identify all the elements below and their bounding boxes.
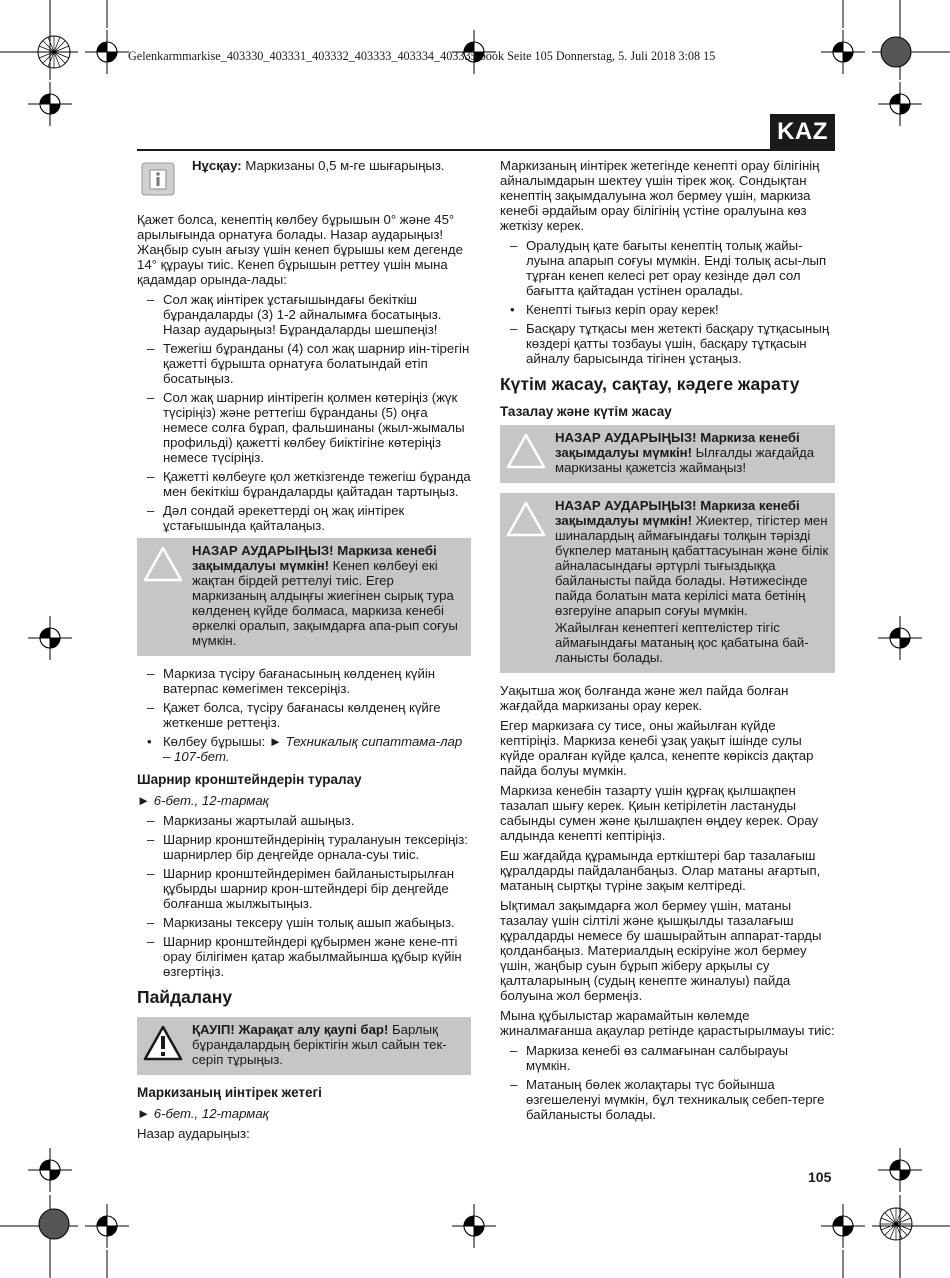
paragraph: Еш жағдайда құрамында ерткіштері бар тазалағыш құралдарды пайдаланбаңыз. Олар матаны ағартып, матаның сыртқы түріне зақым келтіреді. [500, 848, 821, 893]
warning-triangle-icon [506, 501, 546, 537]
note-block [137, 158, 471, 200]
list-item: – Маркиза түсіру бағанасының көлденең күйін ватерпас көмегімен тексеріңіз. [147, 666, 436, 696]
header-rule [137, 149, 835, 151]
steps-list [137, 292, 471, 533]
info-icon [141, 162, 175, 196]
paragraph: Қажет болса, кенептің көлбеу бұрышын 0° және 45° арылығында орнатуға болады. Назар аударыңыз! Жаңбыр суын ағызу үшін кенеп бұрышы кем дегенде 14° құрауы тиіс. Кенеп бұрышын реттеу үшін мына қадамдар орында-лады: [137, 212, 463, 287]
list-item: – Маркизаны тексеру үшін толық ашып жабыңыз. [147, 915, 455, 930]
paragraph: Маркизаның иінтірек жетегінде кенепті орау білігінің айналымдарын шектеу үшін тірек жоқ. Сондықтан кенептің зақымдалуына жол бермеу үшін, маркиза кенебі әрдайым орау білігінің үстіне оралуына көз жеткізу керек. [500, 158, 820, 233]
paragraph: Назар аударыңыз: [137, 1126, 250, 1141]
list-item: – Шарнир кронштейндерінің туралануын тексеріңіз: шарнирлер бір деңгейде орнала-суы тиіс. [147, 832, 468, 862]
print-header: Gelenkarmmarkise_403330_403331_403332_403333_403334_403335.book Seite 105 Donnerstag, 5. Juli 2018 3:08 15 [128, 49, 716, 63]
steps-list [137, 666, 471, 764]
list-item: • Кенепті тығыз керіп орау керек! [510, 302, 719, 317]
list-item: – Сол жақ иінтірек ұстағышындағы бекіткіш бұрандаларды (3) 1-2 айналымға босатыңыз. Назар аударыңыз! Бұрандаларды шешпеңіз! [147, 292, 442, 337]
list-item: – Қажет болса, түсіру бағанасы көлденең күйге жеткенше реттеңіз. [147, 700, 441, 730]
danger-triangle-icon [143, 1025, 183, 1061]
note-text: Маркизаны 0,5 м-ге шығарыңыз. [241, 158, 445, 173]
warning-triangle-icon [143, 546, 183, 582]
list-item: – Маркиза кенебі өз салмағынан салбырауы мүмкін. [510, 1043, 789, 1073]
left-column [137, 158, 471, 1146]
section-heading: Маркизаның иінтірек жетегі [137, 1085, 322, 1100]
list-item: – Дәл сондай әрекеттерді оң жақ иінтірек ұстағышында қайталаңыз. [147, 503, 405, 533]
paragraph: Маркиза кенебін тазарту үшін құрғақ қылшақпен тазалап шығу керек. Қиын кетірілетін ластануды сабынды сумен және қылшақпен өңдеу керек. Орау алдында кенепті кептіріңіз. [500, 783, 819, 843]
steps-list [137, 813, 471, 979]
figure-reference: ► 6-бет., 12-тармақ [137, 793, 269, 808]
warning-box: НАЗАР АУДАРЫҢЫЗ! Маркиза кенебі зақымдалуы мүмкін! Жиектер, тігістер мен шиналардың аймағындағы толқын тәрізді бүкпелер матаның қабаттасуынан және білік айналасындағы әртүрлі тығыздыққа байланысты пайда болады. Нәтижесінде пайда болатын мата керілісі мата бетінің өзгеруіне апарып соғуы мүмкін. Жайылған кенептегі кептелістер тігіс аймағындағы матаның қос қабатына бай-ланысты болады. [500, 493, 835, 673]
warning-triangle-icon [506, 433, 546, 469]
paragraph: Егер маркизаға су тисе, оны жайылған күйде кептіріңіз. Маркиза кенебі ұзақ уақыт ішінде сулы күйде оралған күйде қалса, кенепте көріксіз дақтар пайда болуы мүмкін. [500, 718, 814, 778]
page-number: 105 [808, 1169, 832, 1185]
figure-reference: ► 6-бет., 12-тармақ [137, 1106, 269, 1121]
section-title: Күтім жасау, сақтау, кәдеге жарату [500, 374, 800, 394]
paragraph: Ықтимал зақымдарға жол бермеу үшін, матаны тазалау үшін сілтілі және қышқылды тазалағыш құралдарды немесе бу шашырайтын аппарат-тарды қолданбаңыз. Материалдың ескіруіне жол бермеу үшін, жаңбыр суын бұрып жіберу арқылы су қалталарының (судың кенепте жиналуы) пайда болуына жол бермеңіз. [500, 898, 822, 1003]
warning-box: НАЗАР АУДАРЫҢЫЗ! Маркиза кенебі зақымдалуы мүмкін! Кенеп көлбеуі екі жақтан бірдей реттелуі тиіс. Егер маркизаның алдыңғы жиегінен сырық тура көлденең күйде болмаса, маркиза кенебі әркелкі оралып, зақымдарға апа-рып соғуы мүмкін. [137, 538, 471, 656]
list-item: – Қажетті көлбеуге қол жеткізгенде тежегіш бұранда мен бекіткіш бұрандаларды қайтадан тартыңыз. [147, 469, 471, 499]
paragraph: Мына құбылыстар жарамайтын көлемде жиналмағанша ақаулар ретінде қарастырылмауы тиіс: [500, 1008, 835, 1038]
list-item: – Маркизаны жартылай ашыңыз. [147, 813, 355, 828]
language-tab: KAZ [770, 114, 835, 149]
note-label: Нұсқау: [192, 158, 242, 173]
list-item: – Шарнир кронштейндері құбырмен және кене-пті орау білігімен қатар жабылмайынша құбыр күйін өзгертіңіз. [147, 934, 462, 979]
list-item: – Оралудың қате бағыты кенептің толық жайы-луына апарып соғуы мүмкін. Енді толық асы-лып тұрған кенеп келесі рет орау кезінде дәл сол бағытта қайтадан үстінен оралады. [510, 238, 827, 298]
section-title: Пайдалану [137, 987, 233, 1007]
paragraph: Уақытша жоқ болғанда және жел пайда болған жағдайда маркизаны орау керек. [500, 683, 789, 713]
list-item: – Тежегіш бұранданы (4) сол жақ шарнир иін-тірегін қажетті бұрышта орнатуға болатындай етіп босатыңыз. [147, 341, 470, 386]
list-item: – Матаның бөлек жолақтары түс бойынша өзгешеленуі мүмкін, бұл техникалық себеп-терге байланысты болады. [510, 1077, 825, 1122]
steps-list [500, 238, 835, 366]
list-item: – Басқару тұтқасы мен жетекті басқару тұтқасының көздері қатты тозбауы үшін, басқару тұтқасын айналу барысында тігінен ұстаңыз. [510, 321, 830, 366]
steps-list [500, 1043, 835, 1122]
section-heading: Тазалау және күтім жасау [500, 404, 672, 419]
list-item: – Шарнир кронштейндерімен байланыстырылған құбырды шарнир крон-штейндері бір деңгейде болғанша жылжытыңыз. [147, 866, 455, 911]
warning-box: НАЗАР АУДАРЫҢЫЗ! Маркиза кенебі зақымдалуы мүмкін! Ылғалды жағдайда маркизаны қажетсіз жаймаңыз! [500, 425, 835, 483]
list-item: • Көлбеу бұрышы: ► Техникалық сипаттама-лар – 107-бет. [147, 734, 463, 764]
right-column [500, 158, 835, 1127]
danger-box: ҚАУІП! Жарақат алу қаупі бар! Барлық бұрандалардың беріктігін жыл сайын тек-серіп тұрыңыз. [137, 1017, 471, 1075]
section-heading: Шарнир кронштейндерін туралау [137, 772, 362, 787]
list-item: – Сол жақ шарнир иінтірегін қолмен көтеріңіз (жүк түсіріңіз) және реттегіш бұранданы (5) оңға немесе солға бұрап, фальшинаны (жыл-жымалы профильді) қажетті көлбеу биіктігіне көтеріңіз немесе түсіріңіз. [147, 390, 465, 465]
